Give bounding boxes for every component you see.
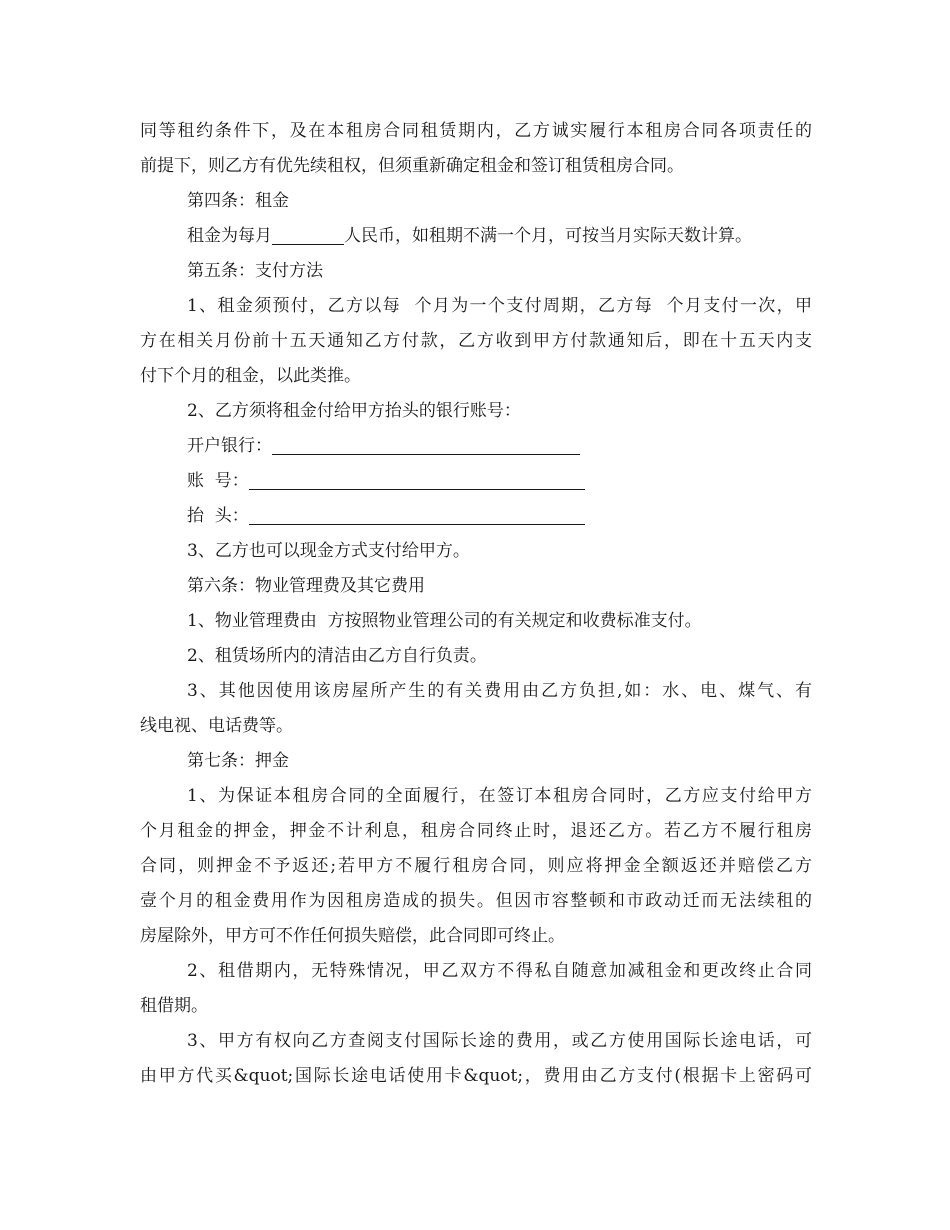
text-fragment: 租金为每月 — [187, 226, 272, 246]
text-line: 1、为保证本租房合同的全面履行，在签订本租房合同时，乙方应支付给甲方 — [187, 786, 812, 806]
text-line: 3、其他因使用该房屋所产生的有关费用由乙方负担,如：水、电、煤气、有 — [187, 681, 812, 701]
text-line: 个月租金的押金，押金不计利息，租房合同终止时，退还乙方。若乙方不履行租房 — [140, 821, 812, 841]
fill-in-blank — [272, 435, 580, 455]
field-account — [140, 464, 812, 499]
text-line: 2、租借期内，无特殊情况，甲乙双方不得私自随意加减租金和更改终止合同 — [187, 961, 812, 981]
fill-in-blank — [249, 470, 585, 490]
field-payee — [140, 499, 812, 534]
text-line: 1、租金须预付，乙方以每 个月为一个支付周期，乙方每 个月支付一次，甲 — [187, 296, 812, 316]
field-label: 抬 头： — [187, 506, 249, 526]
article-heading: 第五条：支付方法 — [187, 261, 323, 281]
text-line-with-blank — [140, 219, 812, 254]
fill-in-blank — [272, 225, 344, 245]
text-line: 合同，则押金不予返还;若甲方不履行租房合同，则应将押金全额返还并赔偿乙方 — [140, 856, 812, 876]
text-line: 房屋除外，甲方可不作任何损失赔偿，此合同即可终止。 — [140, 926, 565, 946]
text-line: 3、甲方有权向乙方查阅支付国际长途的费用，或乙方使用国际长途电话，可 — [187, 1031, 812, 1051]
text-line: 由甲方代买&quot;国际长途电话使用卡&quot;，费用由乙方支付(根据卡上密码可 — [140, 1066, 812, 1086]
text-line: 同等租约条件下，及在本租房合同租赁期内，乙方诚实履行本租房合同各项责任的 — [140, 121, 812, 141]
text-line: 3、乙方也可以现金方式支付给甲方。 — [187, 541, 470, 561]
text-line: 壹个月的租金费用作为因租房造成的损失。但因市容整顿和市政动迁而无法续租的 — [140, 891, 812, 911]
article-heading: 第四条：租金 — [187, 191, 289, 211]
text-line: 2、租赁场所内的清洁由乙方自行负责。 — [187, 646, 487, 666]
article-heading: 第七条：押金 — [187, 751, 289, 771]
text-line: 前提下，则乙方有优先续租权，但须重新确定租金和签订租赁租房合同。 — [140, 156, 684, 176]
fill-in-blank — [249, 505, 585, 525]
text-line: 2、乙方须将租金付给甲方抬头的银行账号： — [187, 401, 521, 421]
text-line: 线电视、电话费等。 — [140, 716, 293, 736]
article-heading: 第六条：物业管理费及其它费用 — [187, 576, 425, 596]
text-fragment: 人民币，如租期不满一个月，可按当月实际天数计算。 — [344, 226, 752, 246]
contract-body — [140, 114, 812, 1094]
text-line: 租借期。 — [140, 996, 208, 1016]
field-label: 账 号： — [187, 471, 249, 491]
text-line: 方在相关月份前十五天通知乙方付款，乙方收到甲方付款通知后，即在十五天内支 — [140, 331, 812, 351]
text-line: 付下个月的租金，以此类推。 — [140, 366, 361, 386]
field-label: 开户银行： — [187, 436, 272, 456]
field-bank — [140, 429, 812, 464]
text-line: 1、物业管理费由 方按照物业管理公司的有关规定和收费标准支付。 — [187, 611, 702, 631]
